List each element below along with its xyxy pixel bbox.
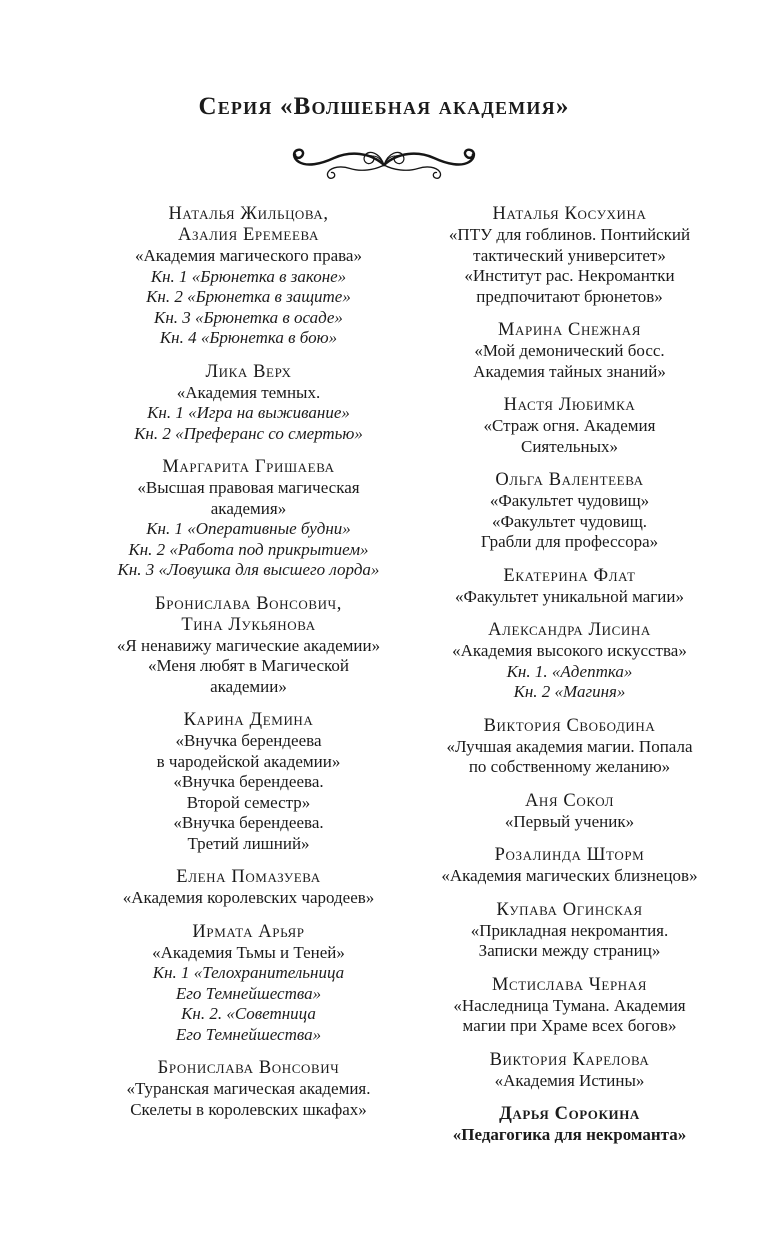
work-title-line: Кн. 2 «Работа под прикрытием» [128, 539, 369, 559]
work-title-line: «Меня любят в Магической [147, 656, 350, 675]
work-title-line: «Факультет чудовищ. [491, 511, 648, 531]
left-column [96, 204, 401, 1159]
work-title-line: «Внучка берендеева. [173, 772, 324, 791]
work-title-line: Кн. 1 «Брюнетка в законе» [150, 266, 347, 286]
work-title-line: Кн. 2 «Преферанс со смертью» [134, 423, 363, 443]
work-title-line: «Лучшая академия магии. Попала [446, 736, 693, 756]
book-entry [417, 845, 722, 887]
work-title-line: «Академия магических близнецов» [441, 866, 698, 885]
book-entry [96, 362, 401, 445]
work-title-line: «Факультет уникальной магии» [455, 586, 684, 606]
work-title-line: по собственному желанию» [468, 757, 671, 776]
book-entry [417, 900, 722, 962]
work-title-line: «Академия высокого искусства» [452, 641, 687, 660]
author-name: Дарья Сорокина [499, 1104, 640, 1124]
work-title-line: Кн. 3 «Брюнетка в осаде» [154, 307, 343, 327]
author-name: Маргарита Гришаева [162, 457, 335, 477]
work-title-line: Кн. 2 «Магиня» [513, 682, 626, 701]
work-title-line: магии при Храме всех богов» [462, 1016, 677, 1035]
book-entry [417, 204, 722, 307]
work-title-line: Его Темнейшества» [175, 983, 322, 1003]
book-entry [417, 975, 722, 1037]
author-name: Наталья Косухина [492, 204, 647, 224]
work-title-line: Кн. 4 «Брюнетка в бою» [159, 328, 338, 347]
work-title-line: Кн. 2 «Брюнетка в защите» [146, 287, 351, 306]
work-title-line: «Академия темных. [176, 382, 321, 402]
work-title-line: Академия тайных знаний» [473, 361, 666, 381]
flourish-ornament [0, 135, 768, 195]
work-title-line: в чародейской академии» [156, 751, 341, 771]
author-name: Наталья Жильцова, [168, 204, 329, 224]
author-name: Александра Лисина [488, 620, 651, 640]
work-title-line: Сиятельных» [521, 436, 618, 456]
author-name: Елена Помазуева [176, 867, 321, 887]
author-name: Лика Верх [205, 361, 292, 382]
work-title-line: «Прикладная некромантия. [470, 920, 669, 940]
series-title: Серия «Волшебная академия» [198, 93, 570, 120]
work-title-line: академия» [210, 498, 287, 518]
work-title-line: «Я ненавижу магические академии» [116, 635, 381, 655]
work-title-line: «Высшая правовая магическая [137, 478, 360, 497]
book-entry [96, 457, 401, 581]
author-name: Екатерина Флат [503, 565, 636, 586]
author-name: Бронислава Вонсович [157, 1058, 340, 1078]
work-title-line: академии» [210, 676, 287, 696]
work-title-line: Второй семестр» [186, 792, 311, 812]
work-title-line: Кн. 1 «Игра на выживание» [147, 403, 350, 422]
work-title-line: Скелеты в королевских шкафах» [130, 1099, 367, 1119]
book-entry [417, 395, 722, 457]
author-name: Аня Сокол [524, 790, 615, 811]
work-title-line: «Внучка берендеева [175, 731, 322, 750]
work-title-line: «Академия Тьмы и Теней» [152, 942, 345, 962]
work-title-line: тактический университет» [473, 245, 666, 265]
flourish-icon [279, 135, 489, 193]
book-entry [417, 791, 722, 833]
author-name: Карина Демина [183, 710, 314, 730]
author-name: Розалинда Шторм [494, 845, 645, 865]
author-name: Купава Огинская [496, 899, 643, 920]
work-title-line: «Внучка берендеева. [173, 813, 324, 832]
work-title-line: «Академия магического права» [135, 246, 362, 265]
author-name: Мстислава Черная [491, 974, 648, 995]
work-title-line: Грабли для профессора» [480, 532, 659, 551]
book-entry [417, 320, 722, 382]
author-name: Виктория Свободина [483, 715, 656, 736]
book-entry [417, 470, 722, 553]
author-name: Бронислава Вонсович, [155, 593, 342, 614]
author-name: Настя Любимка [503, 395, 636, 415]
book-entry [417, 566, 722, 608]
work-title-line: «Институт рас. Некромантки [464, 266, 675, 285]
series-listing [96, 204, 768, 1159]
work-title-line: Третий лишний» [187, 833, 310, 853]
work-title-line: Кн. 3 «Ловушка для высшего лорда» [117, 560, 380, 579]
work-title-line: «Мой демонический босс. [474, 341, 665, 360]
book-entry [96, 204, 401, 349]
work-title-line: «ПТУ для гоблинов. Понтийский [448, 225, 691, 244]
book-entry [417, 1104, 722, 1146]
book-entry [417, 620, 722, 703]
work-title-line: «Страж огня. Академия [483, 416, 656, 435]
work-title-line: Кн. 1 «Телохранительница [152, 963, 345, 982]
right-column [417, 204, 722, 1159]
author-name: Азалия Еремеева [178, 225, 319, 245]
work-title-line: «Академия королевских чародеев» [122, 888, 375, 907]
book-entry [96, 594, 401, 698]
work-title-line: «Академия Истины» [494, 1070, 645, 1090]
work-title-line: Кн. 2. «Советница [181, 1004, 316, 1023]
author-name: Тина Лукьянова [181, 614, 316, 635]
book-entry [417, 716, 722, 778]
work-title-line: Записки между страниц» [478, 941, 661, 960]
work-title-line: «Педагогика для некроманта» [452, 1125, 687, 1144]
book-entry [96, 1058, 401, 1120]
work-title-line: Кн. 1 «Оперативные будни» [146, 519, 351, 538]
book-entry [96, 867, 401, 909]
work-title-line: Кн. 1. «Адептка» [506, 661, 633, 681]
book-entry [417, 1050, 722, 1092]
book-entry [96, 922, 401, 1046]
work-title-line: предпочитают брюнетов» [476, 286, 663, 306]
author-name: Ольга Валентеева [495, 470, 644, 490]
work-title-line: «Наследница Тумана. Академия [453, 995, 686, 1015]
author-name: Ирмата Арьяр [192, 921, 305, 942]
author-name: Марина Снежная [497, 320, 642, 340]
work-title-line: «Первый ученик» [504, 811, 635, 831]
book-entry [96, 710, 401, 854]
work-title-line: «Факультет чудовищ» [489, 491, 650, 510]
work-title-line: «Туранская магическая академия. [126, 1079, 371, 1098]
work-title-line: Его Темнейшества» [175, 1024, 322, 1044]
author-name: Виктория Карелова [489, 1049, 650, 1070]
